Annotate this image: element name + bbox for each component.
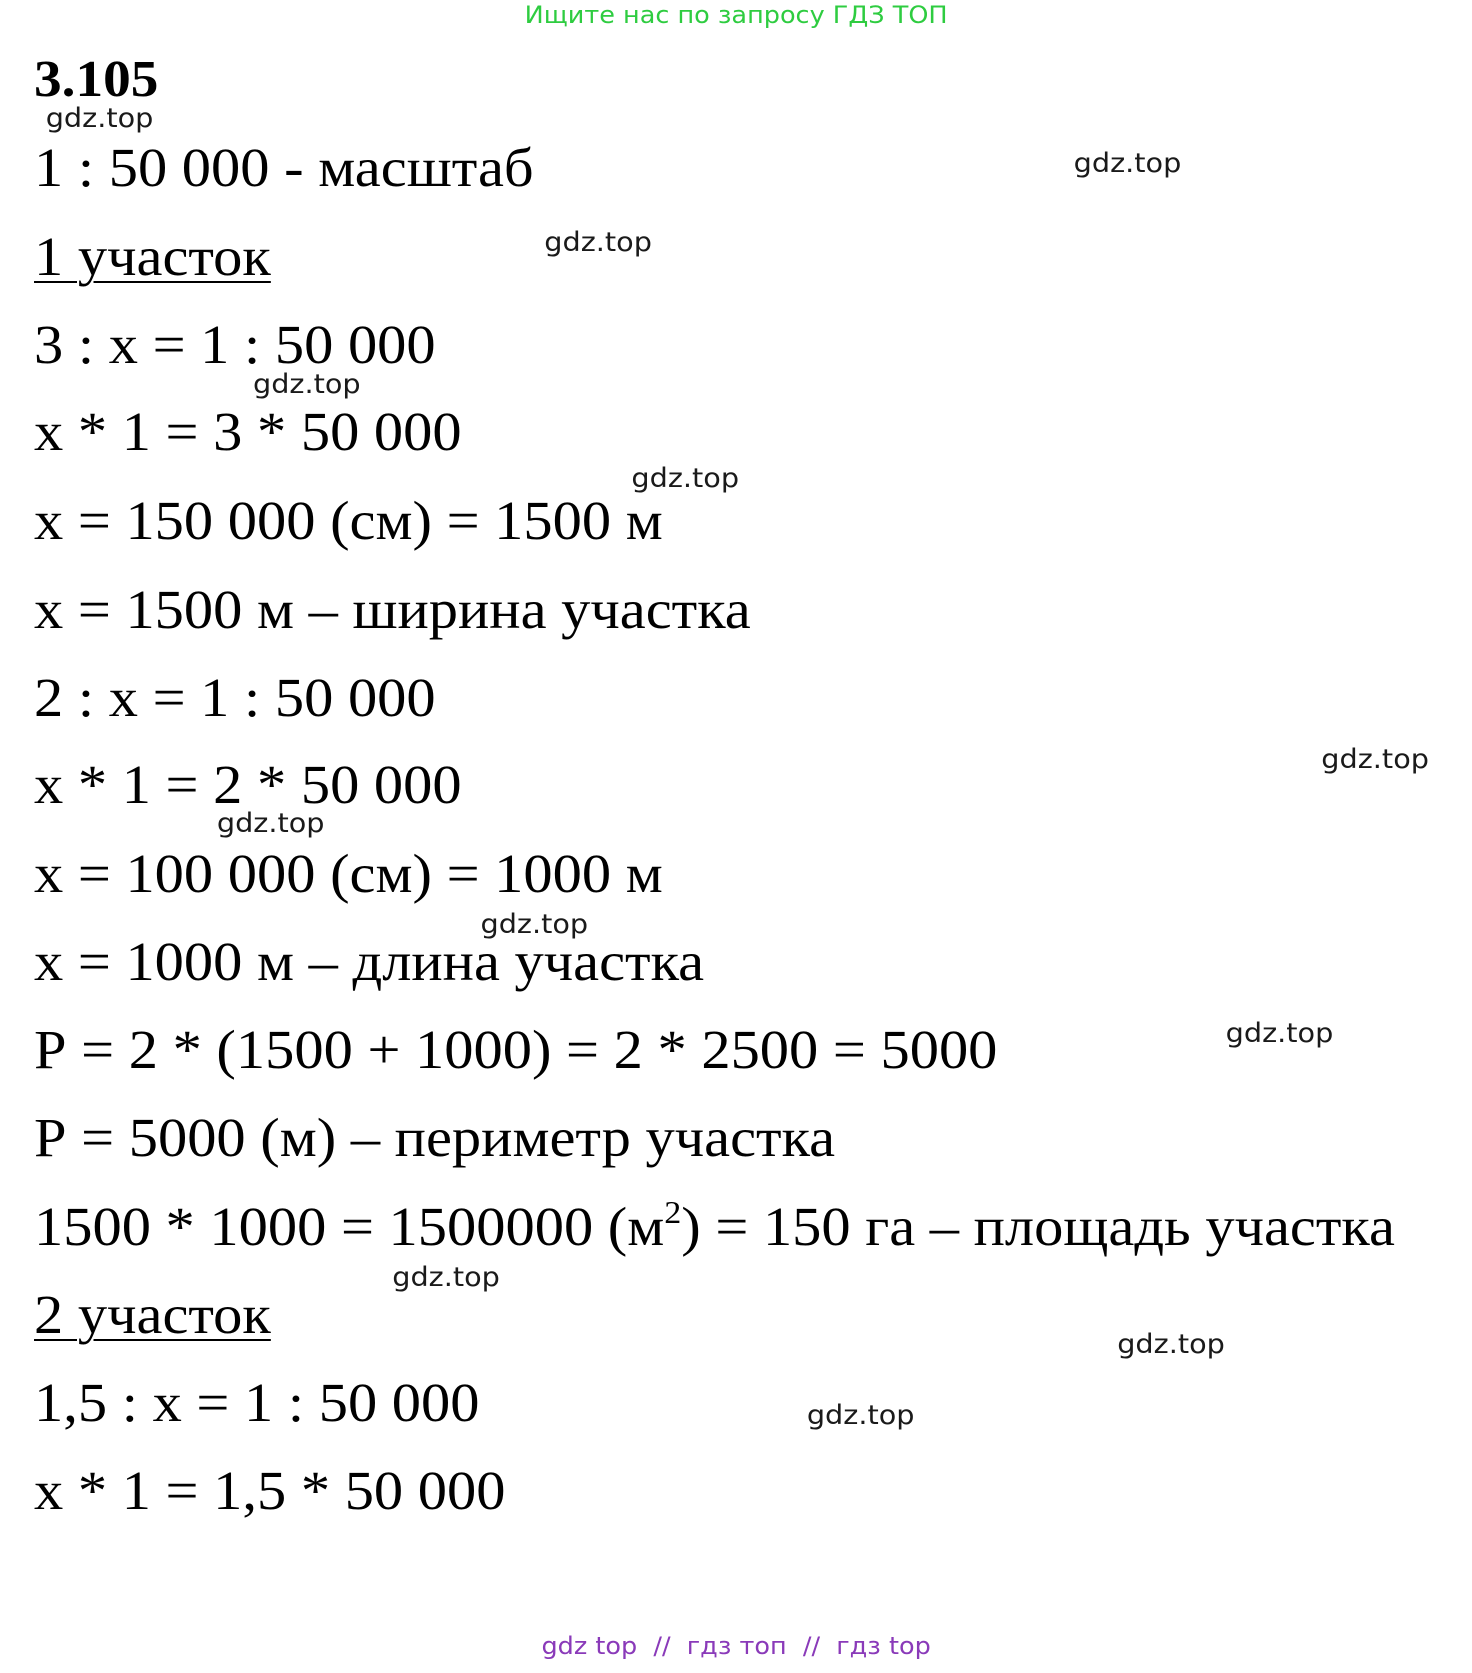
- equation-line: х * 1 = 2 * 50 000: [34, 754, 462, 815]
- watermark: gdz.top: [480, 909, 589, 940]
- section-heading-plot-1: 1 участок: [34, 226, 271, 287]
- area-line-before: 1500 * 1000 = 1500000 (м: [34, 1196, 665, 1257]
- watermark: gdz.top: [1117, 1329, 1225, 1360]
- equation-line: 3 : х = 1 : 50 000: [34, 314, 436, 375]
- perimeter-result-line: Р = 5000 (м) – периметр участка: [34, 1107, 836, 1168]
- watermark: gdz.top: [806, 1400, 915, 1431]
- watermark: gdz.top: [1321, 744, 1429, 775]
- equation-line: х = 1000 м – длина участка: [34, 931, 705, 992]
- task-number: 3.105: [34, 51, 159, 108]
- equation-line: 2 : х = 1 : 50 000: [34, 667, 436, 728]
- watermark: gdz.top: [631, 463, 740, 494]
- footer-links: gdz top // гдз топ // гдз top: [541, 1632, 931, 1660]
- equation-line: х * 1 = 1,5 * 50 000: [34, 1460, 506, 1521]
- section-heading-plot-2: 2 участок: [34, 1284, 271, 1345]
- watermark: gdz.top: [1225, 1018, 1334, 1049]
- equation-line: х = 1500 м – ширина участка: [34, 579, 751, 640]
- perimeter-line: Р = 2 * (1500 + 1000) = 2 * 2500 = 5000: [34, 1019, 998, 1080]
- equation-line: х * 1 = 3 * 50 000: [34, 401, 462, 462]
- watermark: gdz.top: [544, 227, 652, 258]
- area-line: [34, 1195, 1395, 1259]
- watermark: gdz.top: [1073, 148, 1182, 179]
- area-line-exponent: 2: [664, 1194, 682, 1230]
- area-line-after: ) = 150 га – площадь участка: [681, 1196, 1395, 1257]
- equation-line: х = 150 000 (см) = 1500 м: [34, 490, 663, 551]
- equation-line: 1,5 : х = 1 : 50 000: [34, 1372, 480, 1433]
- watermark: gdz.top: [252, 369, 361, 400]
- watermark: gdz.top: [392, 1262, 500, 1293]
- watermark: gdz.top: [216, 808, 325, 839]
- equation-line: х = 100 000 (см) = 1000 м: [34, 843, 663, 904]
- search-banner: Ищите нас по запросу ГДЗ ТОП: [524, 1, 948, 29]
- scale-line: 1 : 50 000 - масштаб: [34, 137, 534, 198]
- watermark: gdz.top: [45, 103, 154, 134]
